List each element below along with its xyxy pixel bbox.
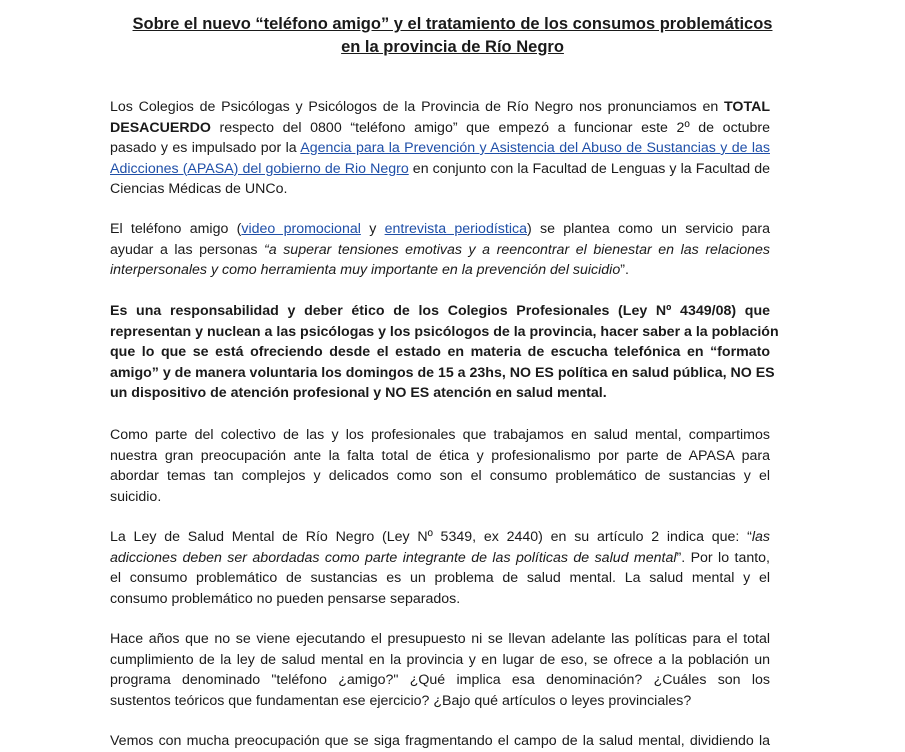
p5-line-1: La Ley de Salud Mental de Río Negro (Ley Nº 5349, ex 2440) en su artículo 2 indica que: “las — [110, 529, 770, 545]
apasa-link-cont[interactable]: Adicciones (APASA) del gobierno de Rio Negro — [110, 160, 409, 177]
total-bold: TOTAL — [724, 99, 770, 115]
p1-line-3: pasado y es impulsado por la Agencia para la Prevención y Asistencia del Abuso de Sustancias y de las — [110, 140, 770, 156]
p6-line-3: programa denominado "teléfono ¿amigo?" ¿Qué implica esa denominación? ¿Cuáles son los — [110, 672, 770, 688]
p6-line-4: sustentos teóricos que fundamentan ese ejercicio? ¿Bajo qué artículos o leyes provinciales? — [110, 692, 692, 709]
p3-line-4: amigo” y de manera voluntaria los domingos de 15 a 23hs, NO ES política en salud pública, NO ES — [110, 364, 775, 381]
p1-line-5: Ciencias Médicas de UNCo. — [110, 181, 288, 197]
p4-line-2: nuestra gran preocupación ante la falta total de ética y profesionalismo por parte de APASA para — [110, 447, 770, 464]
p6-line-1: Hace años que no se viene ejecutando el presupuesto ni se llevan adelante las políticas para el total — [110, 631, 770, 647]
p5-line-2: adicciones deben ser abordadas como parte integrante de las políticas de salud mental”. Por lo tanto, — [110, 549, 770, 566]
p5-line-3: el consumo problemático de sustancias es un problema de salud mental. La salud mental y el — [110, 570, 770, 586]
p2-line-2: ayudar a las personas “a superar tensiones emotivas y a reencontrar el bienestar en las relaciones — [110, 241, 770, 258]
desacuerdo-bold: DESACUERDO — [110, 119, 211, 136]
paragraph-5 — [110, 527, 770, 609]
p6-line-2: cumplimiento de la ley de salud mental en la provincia y en lugar de eso, se ofrece a la población un — [110, 651, 770, 668]
paragraph-7 — [110, 731, 770, 752]
paragraph-4 — [110, 425, 770, 507]
document-title-line-1: Sobre el nuevo “teléfono amigo” y el tratamiento de los consumos problemáticos — [132, 15, 773, 33]
p2-line-1: El teléfono amigo (video promocional y entrevista periodística) se plantea como un servicio para — [110, 221, 770, 237]
entrevista-periodistica-link[interactable]: entrevista periodística — [384, 221, 527, 237]
p2-line-3: interpersonales y como herramienta muy importante en la prevención del suicidio”. — [110, 262, 629, 278]
p3-line-1: Es una responsabilidad y deber ético de los Colegios Profesionales (Ley Nº 4349/08) que — [110, 303, 770, 319]
p4-line-3: abordar temas tan complejos y delicados como son el consumo problemático de sustancias y el — [110, 468, 770, 484]
document-title-line-2: en la provincia de Río Negro — [341, 38, 564, 56]
apasa-link[interactable]: Agencia para la Prevención y Asistencia del Abuso de Sustancias y de las — [300, 140, 770, 156]
paragraph-2 — [110, 219, 770, 281]
p1-line-4: Adicciones (APASA) del gobierno de Rio Negro en conjunto con la Facultad de Lenguas y la Facultad de — [110, 160, 770, 177]
p5-line-4: consumo problemático no pueden pensarse separados. — [110, 590, 461, 607]
paragraph-3 — [110, 301, 779, 404]
video-promocional-link[interactable]: video promocional — [241, 221, 361, 237]
p3-line-5: un dispositivo de atención profesional y NO ES atención en salud mental. — [110, 385, 607, 401]
p7-line-1: Vemos con mucha preocupación que se siga fragmentando el campo de la salud mental, dividiendo la — [110, 733, 770, 749]
p4-line-4: suicidio. — [110, 488, 162, 505]
p1-line-1: Los Colegios de Psicólogas y Psicólogos de la Provincia de Río Negro nos pronunciamos en TOTAL — [110, 99, 770, 115]
paragraph-6 — [110, 629, 770, 711]
p3-line-2: representan y nuclean a las psicólogas y los psicólogos de la provincia, hacer saber a la población — [110, 323, 779, 340]
p3-line-3: que lo que se está ofreciendo desde el estado en materia de escucha telefónica en “formato — [110, 344, 770, 360]
paragraph-1 — [110, 97, 770, 200]
p4-line-1: Como parte del colectivo de las y los profesionales que trabajamos en salud mental, compartimos — [110, 427, 770, 443]
p1-line-2: DESACUERDO respecto del 0800 “teléfono amigo” que empezó a funcionar este 2º de octubre — [110, 119, 770, 136]
